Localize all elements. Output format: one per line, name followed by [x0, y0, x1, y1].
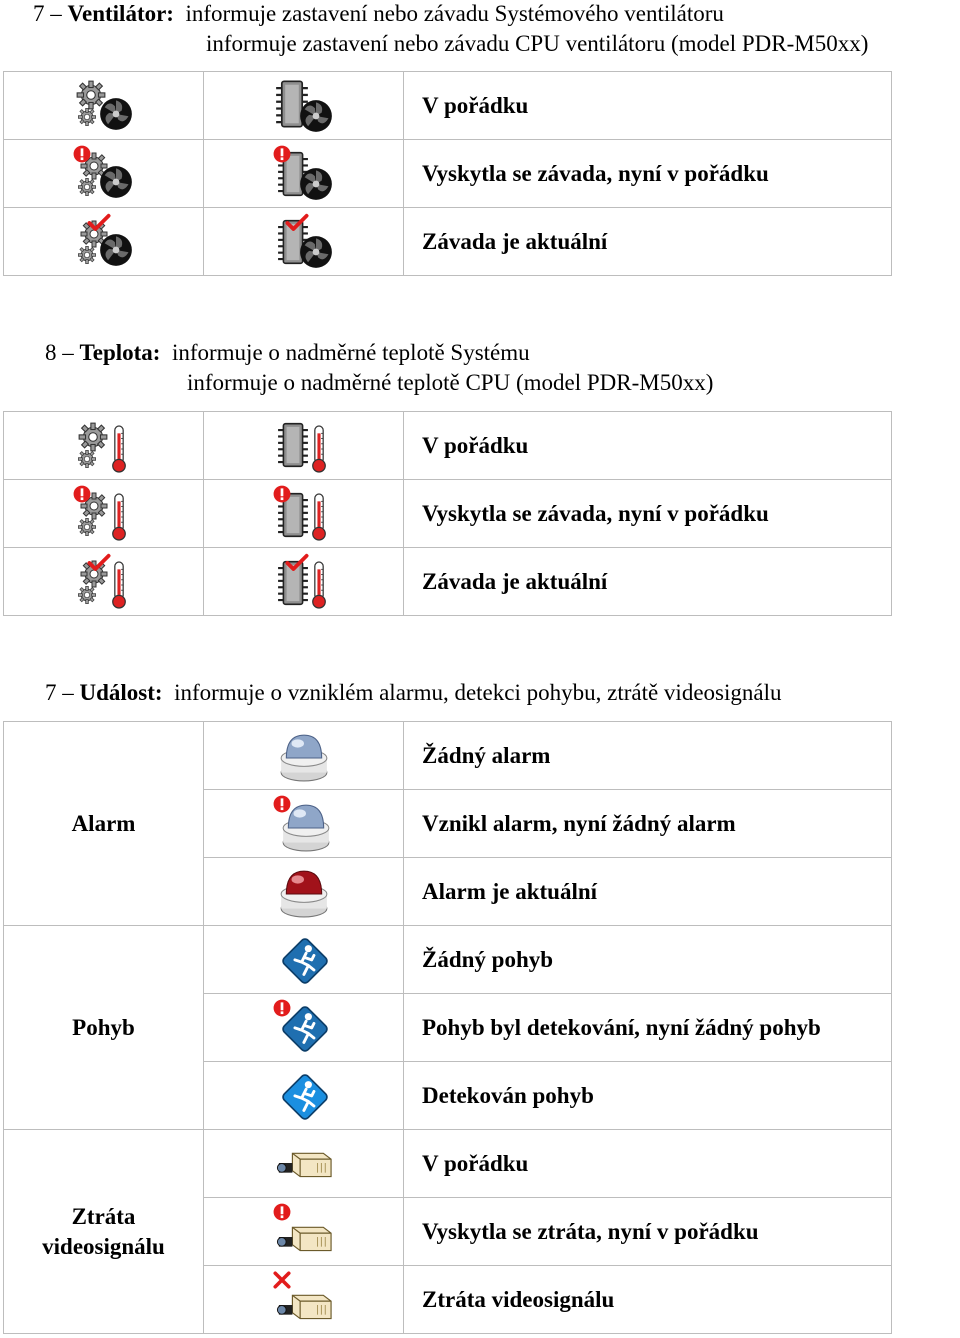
temp-status-ok-label: V pořádku — [404, 412, 892, 480]
temp-section-title: Teplota: — [79, 340, 161, 365]
motion-active-icon — [273, 1067, 335, 1125]
camera-lost-icon — [273, 1271, 335, 1329]
table-row — [4, 926, 892, 994]
table-row — [4, 722, 892, 790]
gear-thermometer-icon — [73, 417, 135, 475]
event-status-table — [3, 721, 892, 1334]
fan-status-table — [3, 71, 892, 276]
motion-group-label: Pohyb — [4, 926, 204, 1130]
fan-section-title: Ventilátor: — [67, 1, 174, 26]
temp-section-desc1: informuje o nadměrné teplotě Systému — [171, 340, 530, 365]
camera-ok-icon — [273, 1135, 335, 1193]
temp-section-heading: 8 – Teplota: informuje o nadměrné teplotě Systému — [45, 340, 530, 365]
gear-fan-check-icon — [73, 213, 135, 271]
table-row — [4, 548, 892, 616]
gear-thermometer-warning-icon — [73, 485, 135, 543]
chip-fan-check-icon — [273, 213, 335, 271]
table-row — [4, 1130, 892, 1198]
gear-fan-warning-icon — [73, 145, 135, 203]
alarm-group-label: Alarm — [4, 722, 204, 926]
alarm-off-icon — [273, 727, 335, 785]
temp-status-recovered-label: Vyskytla se závada, nyní v pořádku — [404, 480, 892, 548]
event-section-number: 7 — [45, 680, 57, 705]
fan-status-recovered-label: Vyskytla se závada, nyní v pořádku — [404, 140, 892, 208]
chip-thermometer-warning-icon — [273, 485, 335, 543]
fan-section-number: 7 — [33, 1, 45, 26]
temp-status-active-label: Závada je aktuální — [404, 548, 892, 616]
table-row — [4, 412, 892, 480]
chip-thermometer-check-icon — [273, 553, 335, 611]
video-loss-group-label — [4, 1130, 204, 1334]
chip-fan-icon — [273, 77, 335, 135]
event-section-desc: informuje o vzniklém alarmu, detekci pohybu, ztrátě videosignálu — [174, 680, 782, 705]
alarm-active-label: Alarm je aktuální — [404, 858, 892, 926]
video-loss-label-line1: Ztráta — [71, 1203, 136, 1229]
event-section-title: Událost: — [79, 680, 163, 705]
alarm-warning-icon — [273, 795, 335, 853]
table-row — [4, 140, 892, 208]
temp-section-desc2: informuje o nadměrné teplotě CPU (model PDR-M50xx) — [187, 370, 714, 395]
motion-warning-icon — [273, 999, 335, 1057]
fan-status-active-label: Závada je aktuální — [404, 208, 892, 276]
temp-section-number: 8 — [45, 340, 57, 365]
alarm-active-icon — [273, 863, 335, 921]
motion-none-label: Žádný pohyb — [404, 926, 892, 994]
event-section-heading: 7 – Událost: informuje o vzniklém alarmu, detekci pohybu, ztrátě videosignálu — [45, 680, 782, 705]
gear-thermometer-check-icon — [73, 553, 135, 611]
video-ok-label: V pořádku — [404, 1130, 892, 1198]
video-loss-label-line2: videosignálu — [42, 1233, 165, 1259]
camera-warning-icon — [273, 1203, 335, 1261]
alarm-none-label: Žádný alarm — [404, 722, 892, 790]
gear-fan-icon — [73, 77, 135, 135]
temp-status-table — [3, 411, 892, 616]
motion-recovered-label: Pohyb byl detekování, nyní žádný pohyb — [404, 994, 892, 1062]
video-recovered-label: Vyskytla se ztráta, nyní v pořádku — [404, 1198, 892, 1266]
motion-active-label: Detekován pohyb — [404, 1062, 892, 1130]
fan-section-heading: 7 – Ventilátor: informuje zastavení nebo závadu Systémového ventilátoru — [33, 1, 724, 26]
chip-fan-warning-icon — [273, 145, 335, 203]
fan-status-ok-label: V pořádku — [404, 72, 892, 140]
table-row — [4, 480, 892, 548]
alarm-recovered-label: Vznikl alarm, nyní žádný alarm — [404, 790, 892, 858]
table-row — [4, 208, 892, 276]
fan-section-desc2: informuje zastavení nebo závadu CPU ventilátoru (model PDR-M50xx) — [206, 31, 869, 56]
fan-section-desc1: informuje zastavení nebo závadu Systémového ventilátoru — [185, 1, 724, 26]
table-row — [4, 72, 892, 140]
chip-thermometer-icon — [273, 417, 335, 475]
motion-off-icon — [273, 931, 335, 989]
video-lost-label: Ztráta videosignálu — [404, 1266, 892, 1334]
